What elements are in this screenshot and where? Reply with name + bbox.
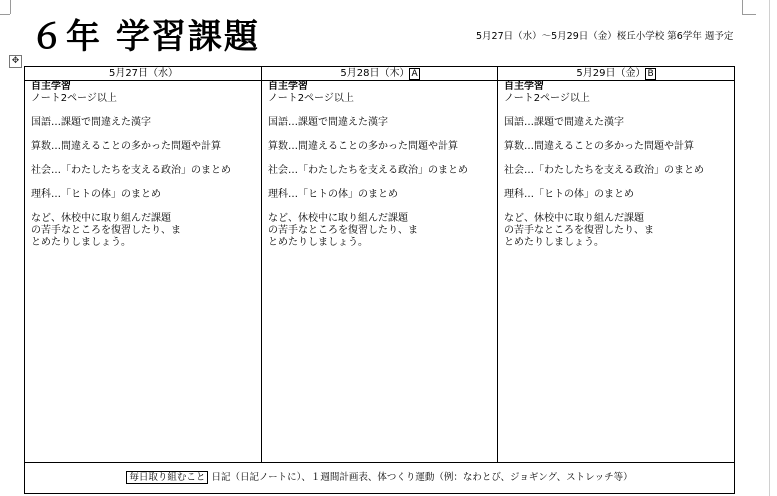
- day-header-fri: [498, 67, 734, 81]
- day-header-thu: [262, 67, 498, 81]
- daily-tasks-label: 毎日取り組むこと: [126, 471, 208, 484]
- task-line: 国語…課題で間違えた漢字: [31, 117, 151, 128]
- header-marker: B: [647, 69, 654, 79]
- task-line: [31, 129, 255, 141]
- task-line: など、休校中に取り組んだ課題: [31, 213, 171, 224]
- task-line: [31, 105, 255, 117]
- day-header-wed: [25, 67, 262, 81]
- task-line: 国語…課題で間違えた漢字: [268, 117, 388, 128]
- task-line: とめたりしましょう。: [268, 237, 368, 248]
- task-line: 社会…「わたしたちを支える政治」のまとめ: [31, 165, 231, 176]
- task-line: ノート2ページ以上: [31, 93, 117, 104]
- task-line: [31, 153, 255, 165]
- task-line: [504, 177, 728, 189]
- task-line: とめたりしましょう。: [504, 237, 604, 248]
- daily-tasks-row: [25, 463, 734, 493]
- task-line: など、休校中に取り組んだ課題: [268, 213, 408, 224]
- day-header-label: 5月29日（金）: [576, 68, 646, 79]
- page-edge-line: [769, 0, 770, 496]
- page-corner-mark-right-v: [742, 0, 743, 14]
- task-line: [268, 129, 491, 141]
- task-line: ノート2ページ以上: [268, 93, 354, 104]
- task-line: [268, 153, 491, 165]
- schedule-table: [24, 66, 735, 494]
- page-corner-mark-left-v: [10, 0, 11, 14]
- task-line: の苦手なところを復習したり、ま: [268, 225, 418, 236]
- day-column-wed: [25, 81, 261, 462]
- task-line: 社会…「わたしたちを支える政治」のまとめ: [268, 165, 468, 176]
- document-subtitle: 5月27日（水）～5月29日（金）桜丘小学校 第6学年 週予定: [476, 31, 734, 42]
- task-heading: 自主学習: [31, 81, 71, 92]
- page-corner-mark-left-h: [0, 14, 10, 15]
- task-line: 理科…「ヒトの体」のまとめ: [268, 189, 398, 200]
- task-line: [504, 129, 728, 141]
- task-line: 算数…間違えることの多かった問題や計算: [504, 141, 694, 152]
- task-line: [31, 177, 255, 189]
- task-line: の苦手なところを復習したり、ま: [504, 225, 654, 236]
- task-line: [268, 105, 491, 117]
- task-line: 算数…間違えることの多かった問題や計算: [31, 141, 221, 152]
- task-heading: 自主学習: [268, 81, 308, 92]
- task-line: 理科…「ヒトの体」のまとめ: [504, 189, 634, 200]
- day-column-fri: [498, 81, 734, 462]
- day-column-thu: [262, 81, 497, 462]
- daily-tasks-text: 日記（日記ノートに）、１週間計画表、体つくり運動（例：なわとび、ジョギング、ストレッチ等）: [211, 472, 633, 483]
- day-header-label: 5月28日（木）: [340, 68, 410, 79]
- task-line: など、休校中に取り組んだ課題: [504, 213, 644, 224]
- move-handle-icon[interactable]: ✥: [9, 55, 22, 68]
- task-line: 国語…課題で間違えた漢字: [504, 117, 624, 128]
- task-line: ノート2ページ以上: [504, 93, 590, 104]
- header-marker: A: [411, 69, 418, 79]
- task-line: [268, 201, 491, 213]
- page-corner-mark-right-h: [742, 14, 756, 15]
- task-heading: 自主学習: [504, 81, 544, 92]
- task-line: [504, 153, 728, 165]
- task-line: [504, 105, 728, 117]
- task-line: [268, 177, 491, 189]
- task-line: とめたりしましょう。: [31, 237, 131, 248]
- task-line: 社会…「わたしたちを支える政治」のまとめ: [504, 165, 704, 176]
- document-title: ６年 学習課題: [30, 17, 260, 57]
- task-line: [31, 201, 255, 213]
- day-header-label: 5月27日（水）: [108, 68, 179, 79]
- task-line: 理科…「ヒトの体」のまとめ: [31, 189, 161, 200]
- task-line: の苦手なところを復習したり、ま: [31, 225, 181, 236]
- task-line: [504, 201, 728, 213]
- task-line: 算数…間違えることの多かった問題や計算: [268, 141, 458, 152]
